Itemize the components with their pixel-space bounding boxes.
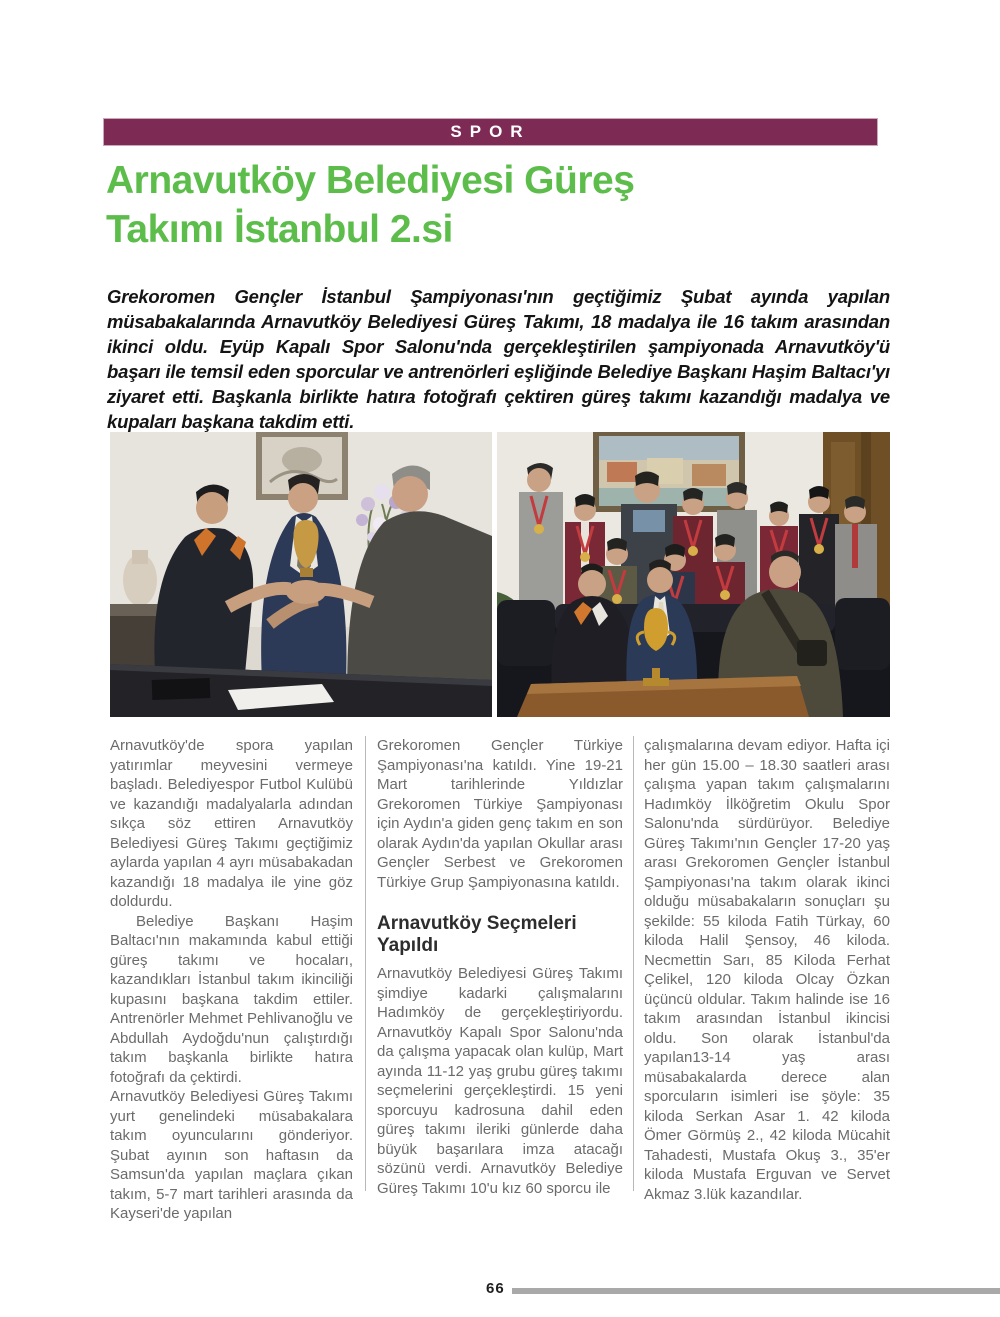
framed-painting bbox=[593, 432, 745, 512]
paragraph: Grekoromen Gençler Türkiye Şampiyonası'na katıldı. Yine 19-21 Mart tarihlerinde Yıldızlar Grekoromen Türkiye Şampiyonası için Aydın'a giden genç takım en son olarak Aydın'da yapılan Okullar arası Gençler Serbest ve Grekoromen Türkiye Grup Şampiyonasına katıldı. bbox=[377, 737, 623, 891]
headline: Arnavutköy Belediyesi Güreş Takımı İstanbul 2.si bbox=[106, 159, 635, 251]
body-column-1 bbox=[110, 736, 353, 1224]
paragraph: çalışmalarına devam ediyor. Hafta içi her gün 15.00 – 18.30 saatleri arası çalışma yapan takım çalışmalarını Hadımköy İlköğretim Okulu Spor Salonu'nda sürdürüyor. Belediye Güreş Takımı'nın Gençler 17-20 yaş arası Grekoromen Gençler İstanbul Şampiyonası'na takım olarak ikinci olduğu müsabakaların sonuçları şu şekilde: 55 kiloda Fatih Türkay, 60 kiloda Halil Şensoy, 46 kiloda. Necmettin Sarı, 85 Kiloda Ferhat Çelikel, 120 kiloda Olcay Özkan üçüncü oldular. Takım halinde ise 16 takım arasından İstanbul ikincisi oldu. Son olarak İstanbul'da yapılan13-14 yaş arası müsabakalarda derece alan sporcuların isimleri ise şöyle: 35 kiloda Serkan Asar 1. 42 kiloda Ömer Görmüş 2., 42 kiloda Mücahit Tahadesti, Mustafa Okuş 3., 35'er kiloda Mustafa Erguvan ve Servet Akmaz 3.lük kazandılar. bbox=[644, 737, 890, 1203]
footer-rule bbox=[512, 1288, 1000, 1294]
page-number: 66 bbox=[486, 1280, 505, 1297]
column-divider bbox=[365, 736, 366, 1191]
paragraph: Arnavutköy'de spora yapılan yatırımlar meyvesini vermeye başladı. Belediyespor Futbol Kulübü ve kazandığı madalyalarla adından sıkça söz ettiren Arnavutköy Belediyesi Güreş Takımı geçtiğimiz aylarda yapılan 4 ayrı müsabakadan kazandığı 18 madalya ile yine göz doldurdu. bbox=[110, 737, 353, 910]
lead-paragraph: Grekoromen Gençler İstanbul Şampiyonası'nın geçtiğimiz Şubat ayında yapılan müsabakalarında Arnavutköy Belediyesi Güreş Takımı, 18 madalya ile 16 takım arasından ikinci oldu. Eyüp Kapalı Spor Salonu'nda gerçekleştirilen şampiyonada Arnavutköy'ü başarı ile temsil eden sporcular ve antrenörleri eşliğinde Belediye Başkanı Haşim Baltacı'yı ziyaret etti. Başkanla birlikte hatıra fotoğrafı çektiren güreş takımı kazandığı madalya ve kupaları başkana takdim etti. bbox=[107, 286, 890, 432]
photo-team-group-illustration bbox=[497, 432, 890, 717]
section-header-bar bbox=[103, 118, 878, 146]
paragraph: Arnavutköy Belediyesi Güreş Takımı yurt genelindeki müsabakalara takım oyuncularını gönderiyor. Şubat ayının son haftasın da Samsun'da yapılan maçlara çıkan takım, 5-7 mart tarihleri arasında da Kayseri'de yapılan bbox=[110, 1088, 353, 1222]
paragraph: Belediye Başkanı Haşim Baltacı'nın makamında kabul ettiği güreş takımı ve hocaları, kazandıkları İstanbul takım ikinciliği kupasını başkana takdim ettiler. Antrenörler Mehmet Pehlivanoğlu ve Abdullah Aydoğdu'nun çalıştırdığı takım başkanla birlikte hatıra fotoğrafı da çektirdi. bbox=[110, 912, 353, 1086]
body-column-2 bbox=[377, 736, 623, 1198]
section-label: SPOR bbox=[450, 122, 531, 141]
subheadline: Arnavutköy Seçmeleri Yapıldı bbox=[377, 913, 577, 956]
body-column-3 bbox=[644, 736, 890, 1204]
photo-trophy-presentation bbox=[110, 432, 492, 718]
paragraph: Arnavutköy Belediyesi Güreş Takımı şimdiye kadarki çalışmalarını Hadımköy de gerçekleştiriyordu. Arnavutköy Kapalı Spor Salonu'nda da çalışma yapacak olan kulüp, Mart ayında 11-12 yaş grubu güreş takımı seçmelerini gerçekleştirdi. 15 yeni sporcuyu kadrosuna dahil eden güreş takımı ileriki günlerde daha büyük başarılara imza atacağı sözünü verdi. Arnavutköy Belediye Güreş Takımı 10'u kız 60 sporcu ile bbox=[377, 965, 623, 1197]
column-divider bbox=[633, 736, 634, 1191]
photo-team-group bbox=[497, 432, 890, 718]
photo-trophy-presentation-illustration bbox=[110, 432, 492, 717]
